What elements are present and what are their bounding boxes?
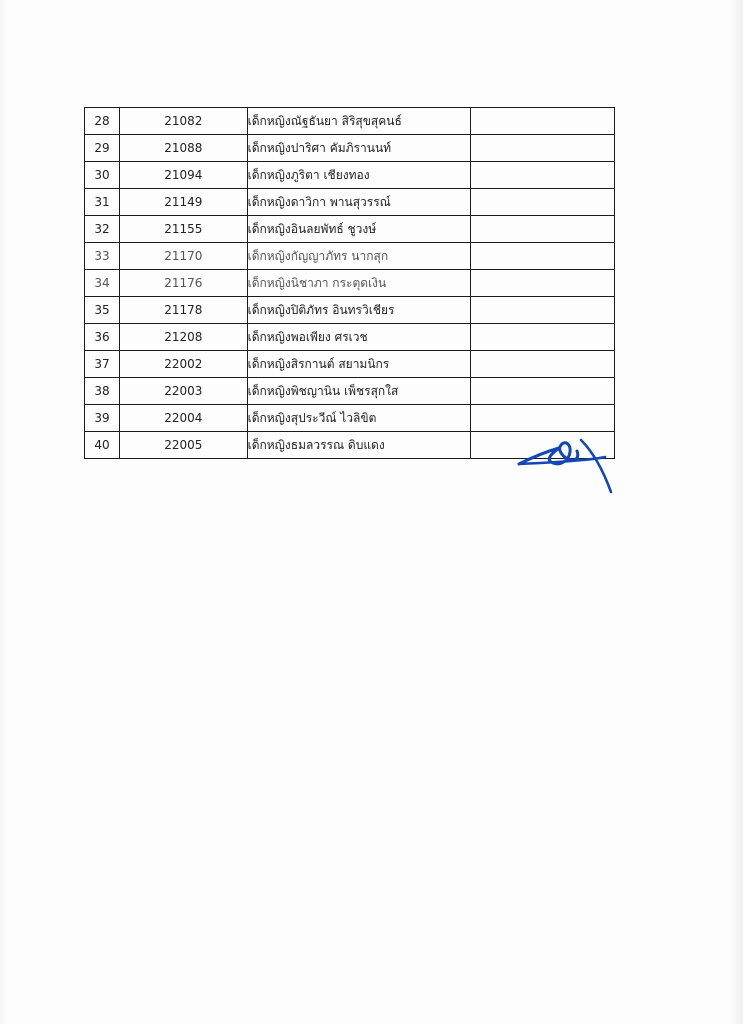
student-name: เด็กหญิงนิชาภา กระตุดเงิน [247,270,471,297]
table-row [85,324,615,351]
table-row [85,270,615,297]
signature-cell [471,108,615,135]
student-name: เด็กหญิงสิรกานต์ สยามนิกร [247,351,471,378]
student-name: เด็กหญิงดาวิกา พานสุวรรณ์ [247,189,471,216]
table-row [85,108,615,135]
student-id: 22005 [120,432,247,459]
student-id: 21088 [120,135,247,162]
student-id: 22003 [120,378,247,405]
student-name: เด็กหญิงภูริตา เชียงทอง [247,162,471,189]
row-number: 37 [85,351,120,378]
signature-cell [471,270,615,297]
student-name: เด็กหญิงพอเพียง ศรเวช [247,324,471,351]
signature-cell [471,243,615,270]
table-row [85,216,615,243]
student-id: 21170 [120,243,247,270]
row-number: 35 [85,297,120,324]
scan-shadow-left [0,0,6,1024]
student-id: 21094 [120,162,247,189]
student-id: 22002 [120,351,247,378]
student-id: 21082 [120,108,247,135]
student-name: เด็กหญิงอินลยพัทธ์ ชูวงษ์ [247,216,471,243]
row-number: 33 [85,243,120,270]
student-name: เด็กหญิงธมลวรรณ ดิบแดง [247,432,471,459]
signature-cell [471,189,615,216]
student-id: 22004 [120,405,247,432]
signature-cell [471,297,615,324]
row-number: 34 [85,270,120,297]
student-id: 21178 [120,297,247,324]
table-row [85,297,615,324]
student-name: เด็กหญิงปิติภัทร อินทรวิเชียร [247,297,471,324]
row-number: 32 [85,216,120,243]
signature-cell [471,378,615,405]
table-row [85,189,615,216]
row-number: 40 [85,432,120,459]
student-id: 21149 [120,189,247,216]
table-row [85,351,615,378]
row-number: 39 [85,405,120,432]
signature-cell [471,216,615,243]
row-number: 38 [85,378,120,405]
student-roster-table [84,107,615,459]
signature-tail-stroke [581,440,611,492]
table-row [85,135,615,162]
student-id: 21155 [120,216,247,243]
row-number: 29 [85,135,120,162]
table-row [85,405,615,432]
signature-cell [471,162,615,189]
table-row [85,243,615,270]
handwritten-signature [515,430,615,496]
row-number: 36 [85,324,120,351]
student-id: 21208 [120,324,247,351]
row-number: 30 [85,162,120,189]
signature-cell [471,135,615,162]
student-id: 21176 [120,270,247,297]
student-name: เด็กหญิงกัญญาภัทร นากสุก [247,243,471,270]
signature-cell [471,405,615,432]
signature-cell [471,324,615,351]
signature-cell [471,351,615,378]
row-number: 28 [85,108,120,135]
student-name: เด็กหญิงปาริศา คัมภิรานนท์ [247,135,471,162]
student-name: เด็กหญิงสุประวีณ์ ไวลิขิต [247,405,471,432]
row-number: 31 [85,189,120,216]
student-name: เด็กหญิงพิชญานิน เพ็ชรสุกใส [247,378,471,405]
table-row [85,162,615,189]
student-name: เด็กหญิงณัฐธันยา สิริสุขสุคนธ์ [247,108,471,135]
table-row [85,378,615,405]
scan-shadow-right [729,0,743,1024]
